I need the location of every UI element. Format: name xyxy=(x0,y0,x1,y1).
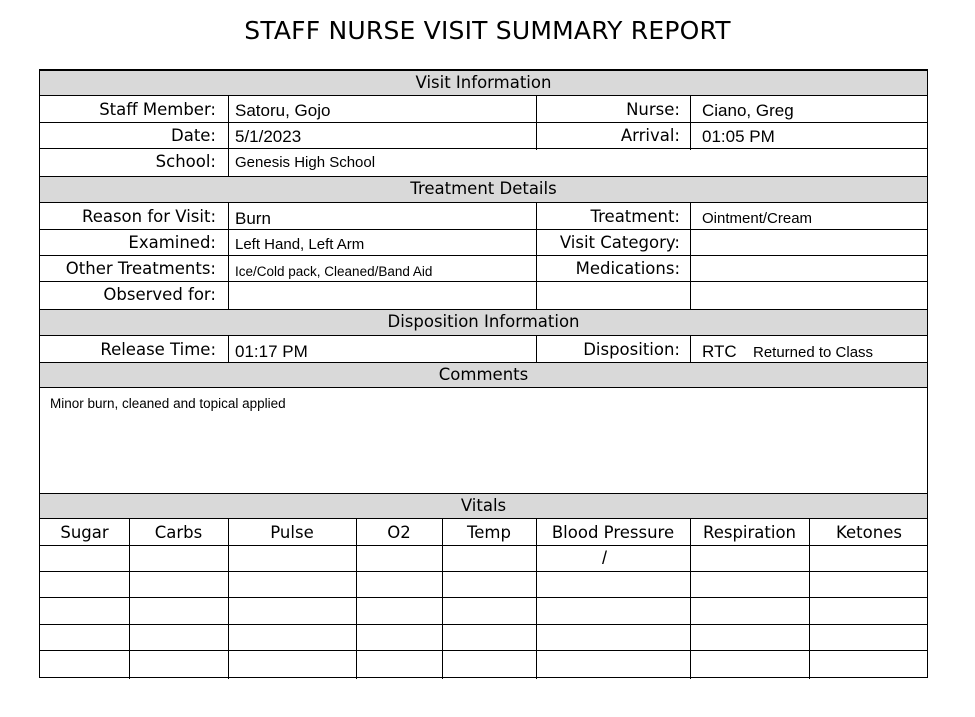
vitals-col-respiration: Respiration xyxy=(702,523,797,542)
other-treatments-value: Ice/Cold pack, Cleaned/Band Aid xyxy=(235,264,433,279)
nurse-label: Nurse: xyxy=(626,100,680,119)
release-time-label: Release Time: xyxy=(100,340,216,359)
vitals-col-ketones: Ketones xyxy=(836,523,902,542)
date-label: Date: xyxy=(171,126,216,145)
staff-member-label: Staff Member: xyxy=(99,100,216,119)
arrival-label: Arrival: xyxy=(620,126,680,145)
date-value: 5/1/2023 xyxy=(235,127,302,146)
vitals-col-o2: O2 xyxy=(387,523,411,542)
nurse-value: Ciano, Greg xyxy=(702,101,794,120)
disposition-label: Disposition: xyxy=(583,340,680,359)
arrival-value: 01:05 PM xyxy=(702,127,775,146)
reason-for-visit-label: Reason for Visit: xyxy=(81,207,216,226)
observed-for-label: Observed for: xyxy=(103,285,216,304)
comments-text: Minor burn, cleaned and topical applied xyxy=(50,396,286,411)
medications-label: Medications: xyxy=(575,259,680,278)
examined-label: Examined: xyxy=(128,233,216,252)
vitals-col-sugar: Sugar xyxy=(60,523,109,542)
visit-category-label: Visit Category: xyxy=(559,233,680,252)
blood-pressure-separator: / xyxy=(602,548,608,568)
reason-for-visit-value: Burn xyxy=(235,209,271,228)
comments-header: Comments xyxy=(40,362,927,388)
disposition-code: RTC xyxy=(702,342,737,361)
vitals-col-pulse: Pulse xyxy=(270,523,314,542)
vitals-col-blood-pressure: Blood Pressure xyxy=(551,523,675,542)
visit-summary-form xyxy=(39,69,928,678)
disposition-text: Returned to Class xyxy=(753,344,874,361)
school-value: Genesis High School xyxy=(235,154,376,171)
vitals-col-carbs: Carbs xyxy=(154,523,203,542)
release-time-value: 01:17 PM xyxy=(235,342,308,361)
treatment-label: Treatment: xyxy=(590,207,680,226)
disposition-information-header: Disposition Information xyxy=(40,309,927,336)
staff-member-value: Satoru, Gojo xyxy=(235,101,331,120)
report-title: STAFF NURSE VISIT SUMMARY REPORT xyxy=(244,16,731,45)
examined-value: Left Hand, Left Arm xyxy=(235,236,365,253)
treatment-details-header: Treatment Details xyxy=(40,176,927,203)
vitals-col-temp: Temp xyxy=(467,523,511,542)
treatment-value: Ointment/Cream xyxy=(702,210,813,227)
school-label: School: xyxy=(155,152,216,171)
other-treatments-label: Other Treatments: xyxy=(65,259,216,278)
vitals-header: Vitals xyxy=(40,493,927,519)
visit-information-header: Visit Information xyxy=(40,70,927,96)
